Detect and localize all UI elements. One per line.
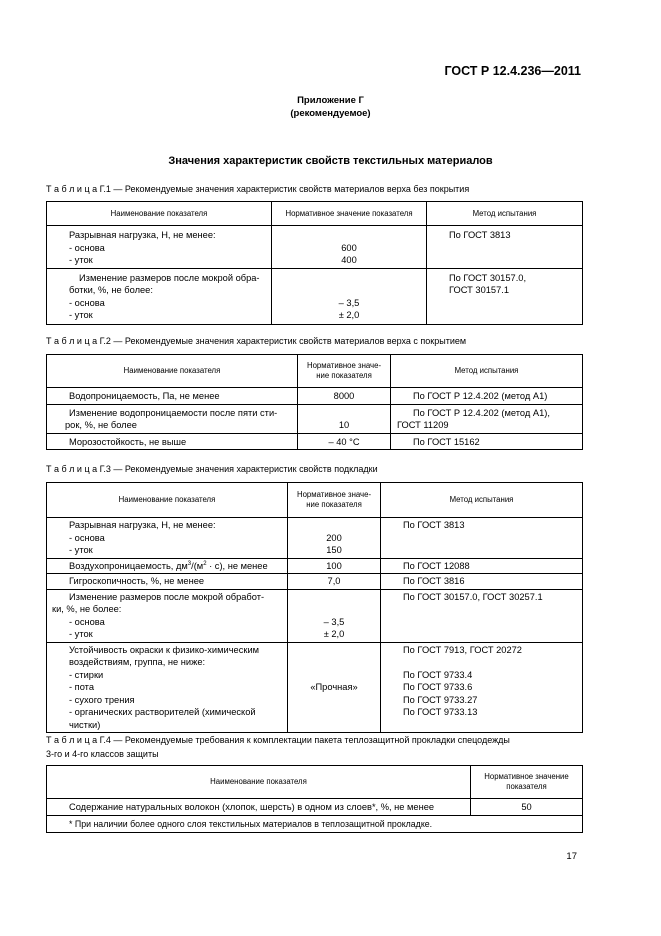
row-name: Изменение размеров после мокрой обра- [79, 272, 260, 283]
table4-header-value: Нормативное значение показателя [471, 766, 583, 799]
page-number: 17 [566, 851, 577, 862]
table-row [47, 642, 583, 733]
row-sub: - уток [69, 629, 93, 639]
table-row [47, 815, 583, 833]
row-name-cont: рок, %, не более [65, 420, 137, 430]
row-sub: - уток [69, 545, 93, 555]
table1 [46, 201, 583, 325]
table-row [47, 226, 583, 269]
appendix-title: Приложение Г [297, 95, 364, 106]
row-value: 150 [326, 545, 342, 555]
row-method: По ГОСТ Р 12.4.202 (метод А1) [391, 388, 583, 405]
row-sub: - сухого трения [69, 694, 135, 705]
table1-header-value: Нормативное значение показателя [272, 202, 427, 226]
row-value: 200 [326, 532, 342, 543]
row-method: ГОСТ 30157.1 [449, 285, 510, 295]
table3-header-method: Метод испытания [381, 483, 583, 518]
row-name: Устойчивость окраски к физико-химическим [69, 644, 260, 655]
row-sub: - основа [69, 532, 105, 543]
table-row [47, 433, 583, 450]
row-method: По ГОСТ 3816 [381, 574, 583, 590]
table3 [46, 482, 583, 733]
row-name-cont: ботки, %, не более: [69, 285, 153, 295]
table-row [47, 558, 583, 574]
row-method: По ГОСТ 15162 [391, 433, 583, 450]
row-value: 10 [338, 420, 350, 430]
row-method: По ГОСТ 3813 [449, 230, 511, 240]
row-value: – 40 °С [298, 433, 391, 450]
row-value: 7,0 [288, 574, 381, 590]
row-name: Водопроницаемость, Па, не менее [47, 388, 298, 405]
row-name: Разрывная нагрузка, Н, не менее: [69, 520, 216, 530]
table2-caption: Т а б л и ц а Г.2 — Рекомендуемые значения характеристик свойств материалов верха с покрытием [46, 336, 467, 346]
row-method: По ГОСТ 12088 [381, 558, 583, 574]
row-sub: - уток [69, 310, 93, 320]
row-name: Изменение водопроницаемости после пяти сти- [69, 407, 278, 418]
row-name: Разрывная нагрузка, Н, не менее: [69, 230, 216, 240]
row-name: Морозостойкость, не выше [47, 433, 298, 450]
table-row [47, 388, 583, 405]
row-name: Содержание натуральных волокон (хлопок, шерсть) в одном из слоев*, %, не менее [47, 799, 471, 816]
table-row [47, 518, 583, 559]
table1-header-method: Метод испытания [427, 202, 583, 226]
table2-header-method: Метод испытания [391, 355, 583, 388]
row-value: – 3,5 [338, 297, 360, 308]
row-value: 600 [341, 242, 357, 253]
row-value: 8000 [298, 388, 391, 405]
row-method: По ГОСТ Р 12.4.202 (метод А1), [413, 407, 550, 418]
section-title: Значения характеристик свойств текстильных материалов [168, 155, 493, 167]
row-value: 50 [471, 799, 583, 816]
table-row [47, 404, 583, 433]
row-sub: - основа [69, 297, 105, 308]
row-sub: - уток [69, 255, 93, 265]
table-row [47, 268, 583, 324]
row-name: Воздухопроницаемость, $дм^3/(м^2 \cdot с)$, не менее [47, 558, 288, 574]
row-name-cont: ки, %, не более: [52, 604, 122, 614]
row-name-cont: воздействиям, группа, не ниже: [69, 657, 206, 667]
row-method: По ГОСТ 9733.13 [403, 707, 478, 717]
table-row [47, 799, 583, 816]
row-value: – 3,5 [323, 616, 345, 627]
row-sub: чистки) [69, 719, 101, 730]
row-method: По ГОСТ 9733.4 [403, 669, 473, 680]
table4-footnote: * При наличии более одного слоя текстильных материалов в теплозащитной прокладке. [47, 815, 583, 833]
row-method: По ГОСТ 3813 [403, 520, 465, 530]
row-value: 400 [341, 255, 357, 265]
table3-caption: Т а б л и ц а Г.3 — Рекомендуемые значения характеристик свойств подкладки [46, 464, 378, 474]
row-method: По ГОСТ 30157.0, ГОСТ 30257.1 [403, 591, 543, 602]
row-sub: - основа [69, 616, 105, 627]
table4-caption-cont: 3-го и 4-го классов защиты [46, 749, 159, 759]
table2-header-name: Наименование показателя [47, 355, 298, 388]
table4-caption: Т а б л и ц а Г.4 — Рекомендуемые требования к комплектации пакета теплозащитной прокладки спецодежды [46, 735, 510, 745]
appendix-status: (рекомендуемое) [290, 108, 371, 119]
table-row [47, 574, 583, 590]
row-value: «Прочная» [288, 642, 381, 733]
row-sub: - органических растворителей (химической [69, 707, 256, 717]
table4-header-name: Наименование показателя [47, 766, 471, 799]
table3-header-value: Нормативное значе- ние показателя [288, 483, 381, 518]
row-sub: - основа [69, 242, 105, 253]
row-method: По ГОСТ 30157.0, [449, 272, 527, 283]
row-method: По ГОСТ 9733.27 [403, 694, 478, 705]
row-method: ГОСТ 11209 [397, 420, 449, 430]
row-method: По ГОСТ 7913, ГОСТ 20272 [403, 644, 522, 655]
row-value: 100 [288, 558, 381, 574]
table1-caption: Т а б л и ц а Г.1 — Рекомендуемые значения характеристик свойств материалов верха без покрытия [46, 184, 470, 194]
row-name: Гигроскопичность, %, не менее [47, 574, 288, 590]
document-id: ГОСТ Р 12.4.236—2011 [444, 64, 581, 78]
row-value: ± 2,0 [338, 310, 360, 320]
table2-header-value: Нормативное значе- ние показателя [298, 355, 391, 388]
row-sub: - стирки [69, 669, 104, 680]
table2 [46, 354, 583, 450]
table4 [46, 765, 583, 833]
table1-header-name: Наименование показателя [47, 202, 272, 226]
row-method: По ГОСТ 9733.6 [403, 682, 473, 692]
row-value: ± 2,0 [323, 629, 345, 639]
row-sub: - пота [69, 682, 95, 692]
row-name: Изменение размеров после мокрой обработ- [69, 591, 265, 602]
table-row [47, 589, 583, 642]
table3-header-name: Наименование показателя [47, 483, 288, 518]
